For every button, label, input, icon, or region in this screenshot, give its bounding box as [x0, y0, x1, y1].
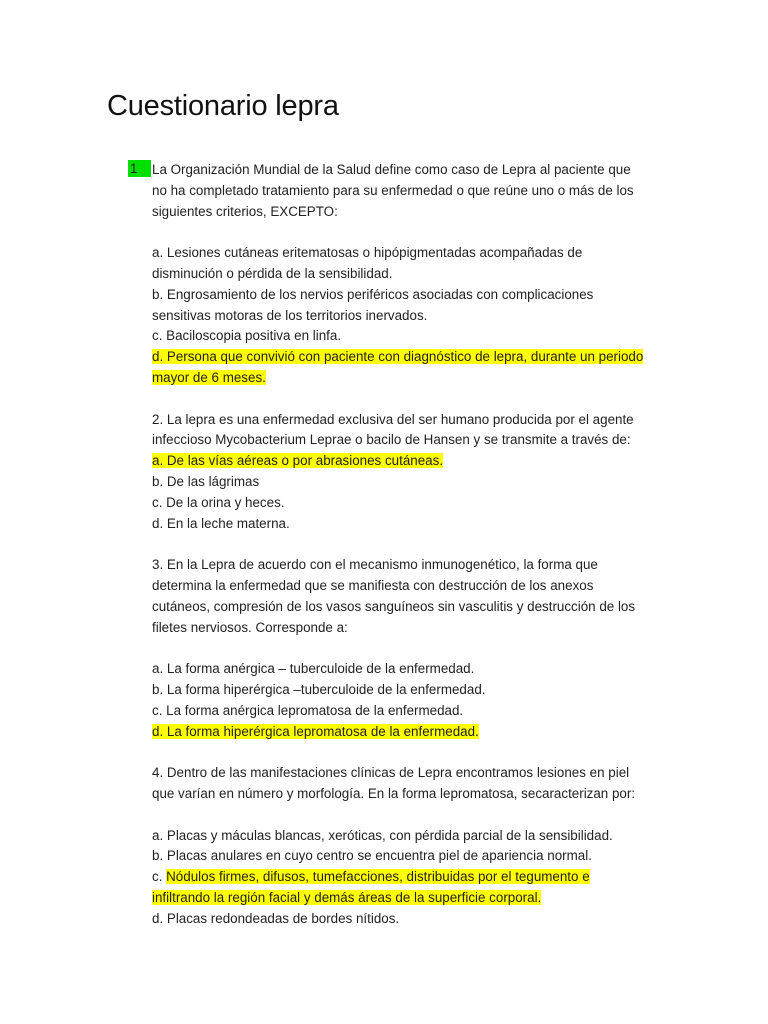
option-b: b. La forma hiperérgica –tuberculoide de la enfermedad. [152, 681, 486, 697]
question-3 [152, 555, 672, 742]
option-c: c. La forma anérgica lepromatosa de la enfermedad. [152, 702, 464, 718]
question-text: 3. En la Lepra de acuerdo con el mecanismo inmunogenético, la forma que [152, 557, 598, 573]
option-b: sensitivas motoras de los territorios inervados. [152, 307, 428, 323]
option-c: c. Baciloscopia positiva en linfa. [152, 328, 342, 344]
option-b: b. De las lágrimas [152, 473, 260, 489]
highlighted-answer-d: d. Persona que convivió con paciente con diagnóstico de lepra, durante un periodo [152, 349, 644, 365]
question-number-marker: 1 [128, 160, 151, 177]
option-a: disminución o pérdida de la sensibilidad. [152, 265, 393, 281]
question-text: cutáneos, compresión de los vasos sanguíneos sin vasculitis y destrucción de los [152, 598, 636, 614]
option-a: a. La forma anérgica – tuberculoide de la enfermedad. [152, 661, 475, 677]
question-text: determina la enfermedad que se manifiesta con destrucción de los anexos [152, 577, 594, 593]
option-b: b. Placas anulares en cuyo centro se encuentra piel de apariencia normal. [152, 848, 592, 864]
highlighted-answer-c: Nódulos firmes, difusos, tumefacciones, distribuidas por el tegumento e [166, 869, 590, 885]
option-b: b. Engrosamiento de los nervios periféricos asociadas con complicaciones [152, 286, 594, 302]
highlighted-answer-c: infiltrando la región facial y demás áreas de la superficie corporal. [152, 889, 542, 905]
question-text: 2. La lepra es una enfermedad exclusiva del ser humano producida por el agente [152, 411, 634, 427]
question-text: 4. Dentro de las manifestaciones clínicas de Lepra encontramos lesiones en piel [152, 765, 630, 781]
option-d: d. Placas redondeadas de bordes nítidos. [152, 910, 400, 926]
question-text: que varían en número y morfología. En la forma lepromatosa, secaracterizan por: [152, 785, 636, 801]
question-text: siguientes criterios, EXCEPTO: [152, 203, 338, 219]
highlighted-answer-a: a. De las vías aéreas o por abrasiones cutáneas. [152, 453, 444, 469]
page-title: Cuestionario lepra [107, 90, 339, 122]
option-c-prefix: c. [152, 869, 167, 885]
highlighted-answer-d: mayor de 6 meses. [152, 369, 266, 385]
option-d: d. En la leche materna. [152, 515, 290, 531]
question-2 [152, 410, 672, 535]
question-text: La Organización Mundial de la Salud define como caso de Lepra al paciente que [152, 162, 631, 177]
question-text: no ha completado tratamiento para su enfermedad o que reúne uno o más de los [152, 182, 634, 198]
question-1 [152, 160, 672, 389]
highlighted-answer-d: d. La forma hiperérgica lepromatosa de la enfermedad. [152, 723, 479, 739]
question-text: infeccioso Mycobacterium Leprae o bacilo de Hansen y se transmite a través de: [152, 432, 631, 448]
question-text: filetes nerviosos. Corresponde a: [152, 619, 348, 635]
option-c: c. De la orina y heces. [152, 494, 285, 510]
option-a: a. Lesiones cutáneas eritematosas o hipópigmentadas acompañadas de [152, 245, 583, 261]
question-4 [152, 763, 672, 929]
questionnaire-body [152, 160, 672, 929]
option-a: a. Placas y máculas blancas, xeróticas, con pérdida parcial de la sensibilidad. [152, 827, 613, 843]
